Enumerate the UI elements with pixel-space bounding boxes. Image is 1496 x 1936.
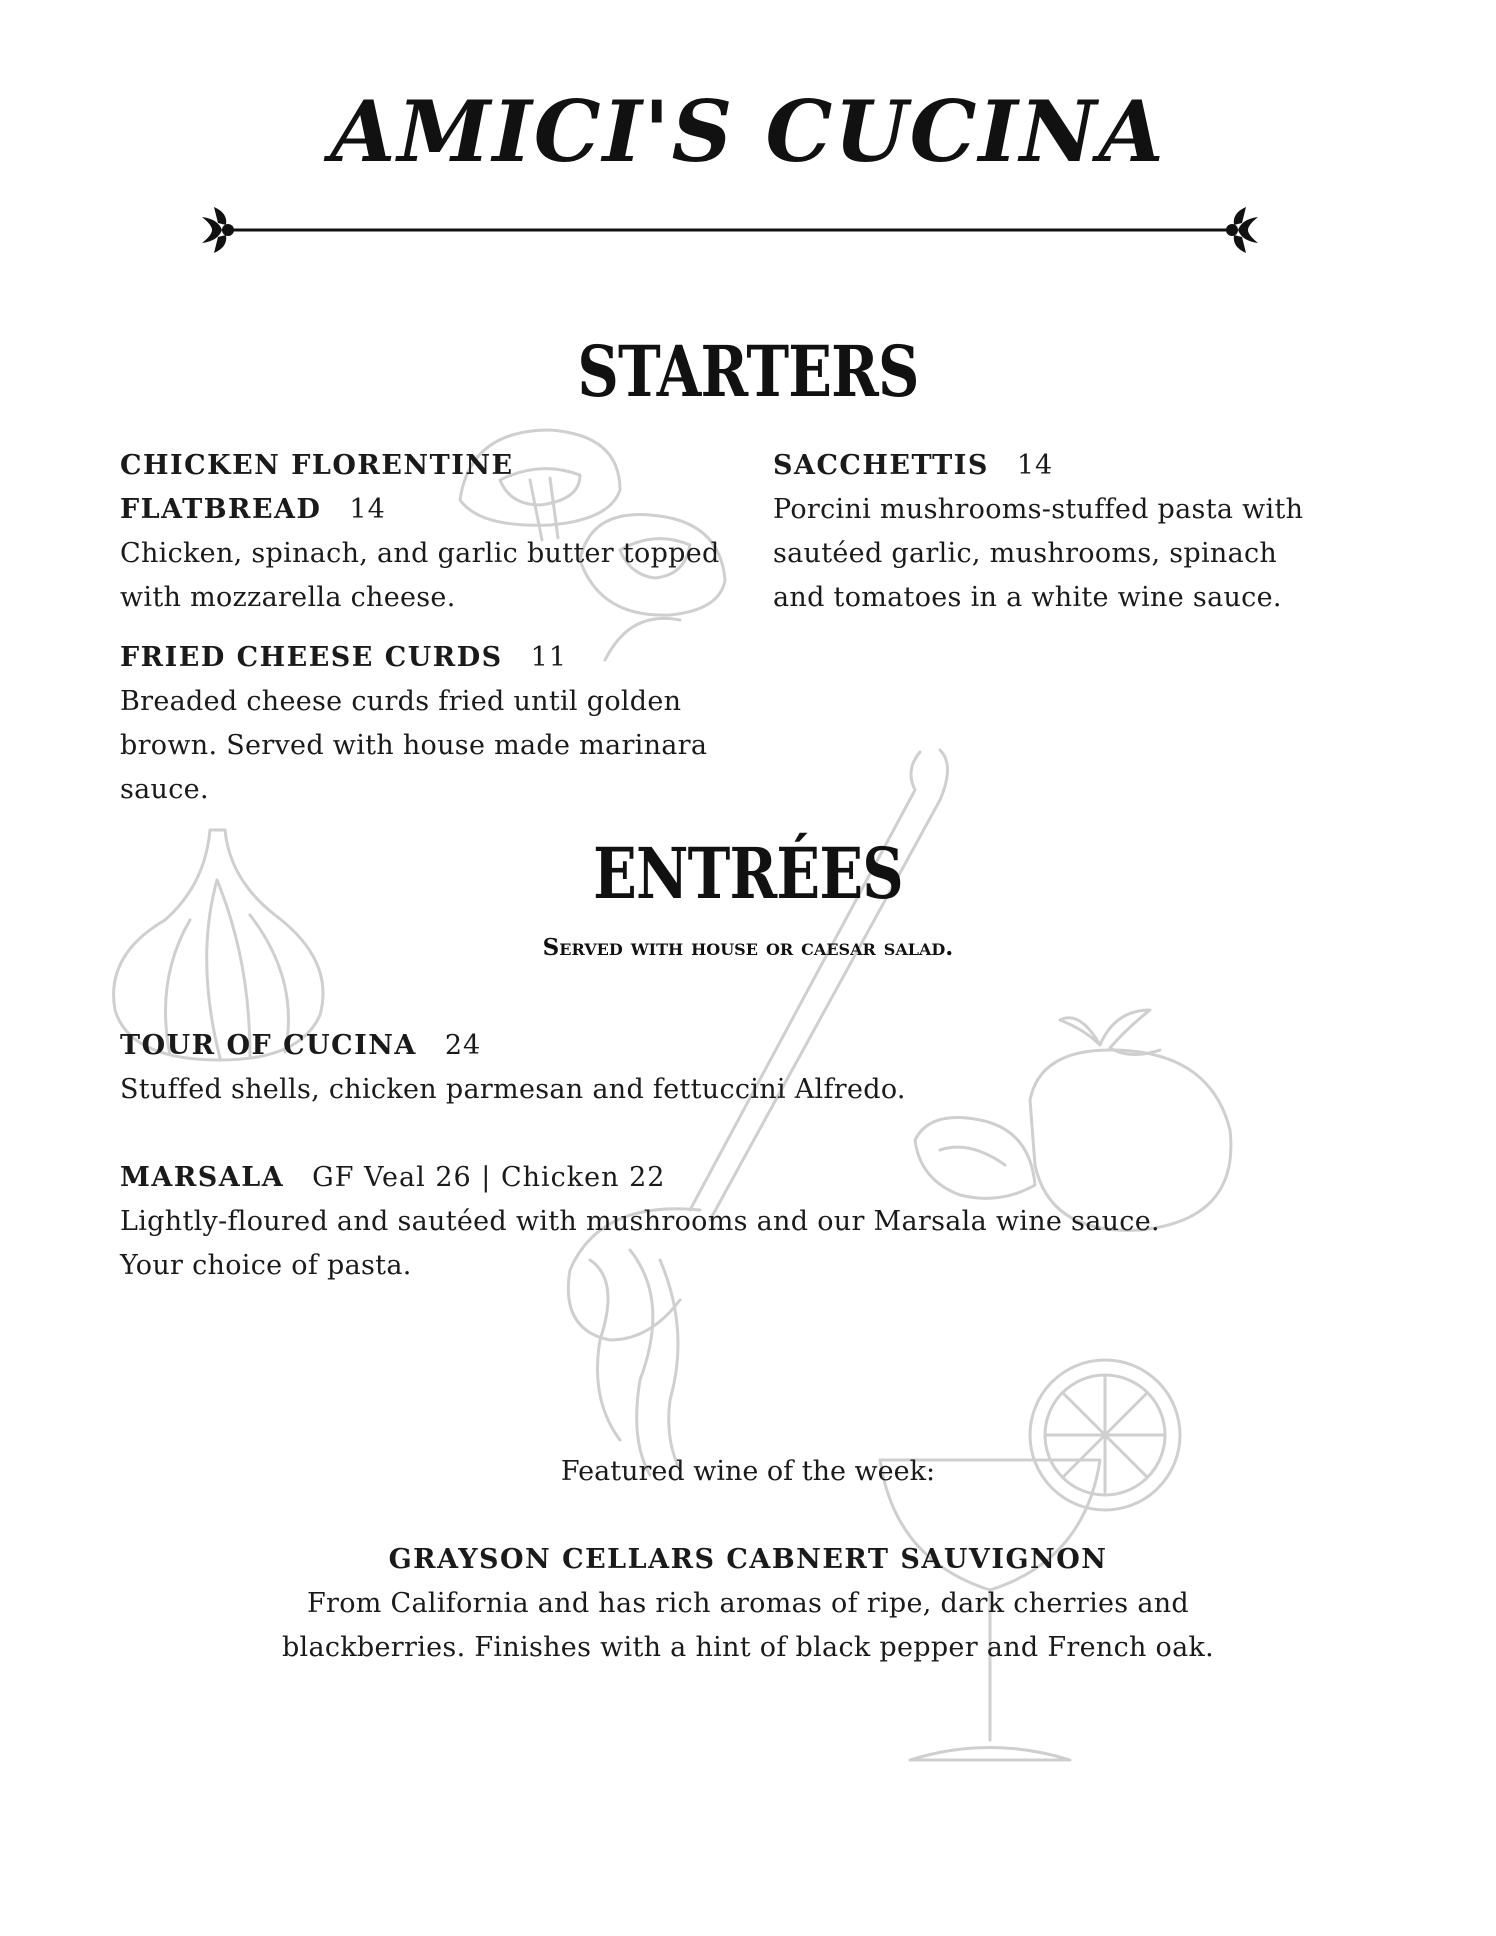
item-price: 11 [530,642,568,673]
item-description: Chicken, spinach, and garlic butter topped with mozzarella cheese. [120,538,720,613]
item-price: 14 [349,494,386,525]
featured-wine-label: Featured wine of the week: [560,1456,936,1487]
item-title-line [120,444,640,532]
featured-wine [0,1538,1496,1670]
item-description: Breaded cheese curds fried until golden brown. Served with house made marinara sauce. [120,686,708,805]
item-title-line [120,1156,1180,1200]
menu-item-fried-cheese-curds [120,636,720,812]
wine-description: From California and has rich aromas of ripe, dark cherries and blackberries. Finishes with a hint of black pepper and French oak. [281,1588,1215,1663]
item-price: 24 [444,1030,482,1061]
item-title-line [120,1024,1220,1068]
item-name: FRIED CHEESE CURDS [120,642,503,673]
menu-item-sacchettis [773,444,1333,620]
starters-heading: STARTERS [577,330,919,413]
item-title-line [120,636,720,680]
restaurant-name: AMICI'S CUCINA [330,82,1166,181]
entrees-heading: ENTRÉES [593,832,903,915]
item-name: CHICKEN FLORENTINE FLATBREAD [120,450,514,525]
item-description: Stuffed shells, chicken parmesan and fettuccini Alfredo. [120,1074,906,1105]
item-price: 14 [1016,450,1054,481]
item-description: Lightly-floured and sautéed with mushrooms and our Marsala wine sauce. Your choice of pasta. [120,1206,1160,1281]
item-name: TOUR OF CUCINA [120,1030,417,1061]
fleur-left-icon [202,207,234,253]
menu-item-marsala [120,1156,1180,1288]
item-price: GF Veal 26 | Chicken 22 [312,1162,666,1193]
fleur-right-icon [1226,207,1258,253]
fleur-divider [200,205,1260,255]
menu-item-chicken-florentine [120,444,720,620]
wine-name: GRAYSON CELLARS CABNERT SAUVIGNON [388,1544,1108,1575]
item-name: MARSALA [120,1162,285,1193]
item-name: SACCHETTIS [773,450,989,481]
item-title-line [773,444,1333,488]
item-description: Porcini mushrooms-stuffed pasta with sautéed garlic, mushrooms, spinach and tomatoes in a white wine sauce. [773,494,1304,613]
menu-item-tour-of-cucina [120,1024,1220,1112]
entrees-note: Served with house or caesar salad. [542,934,954,961]
